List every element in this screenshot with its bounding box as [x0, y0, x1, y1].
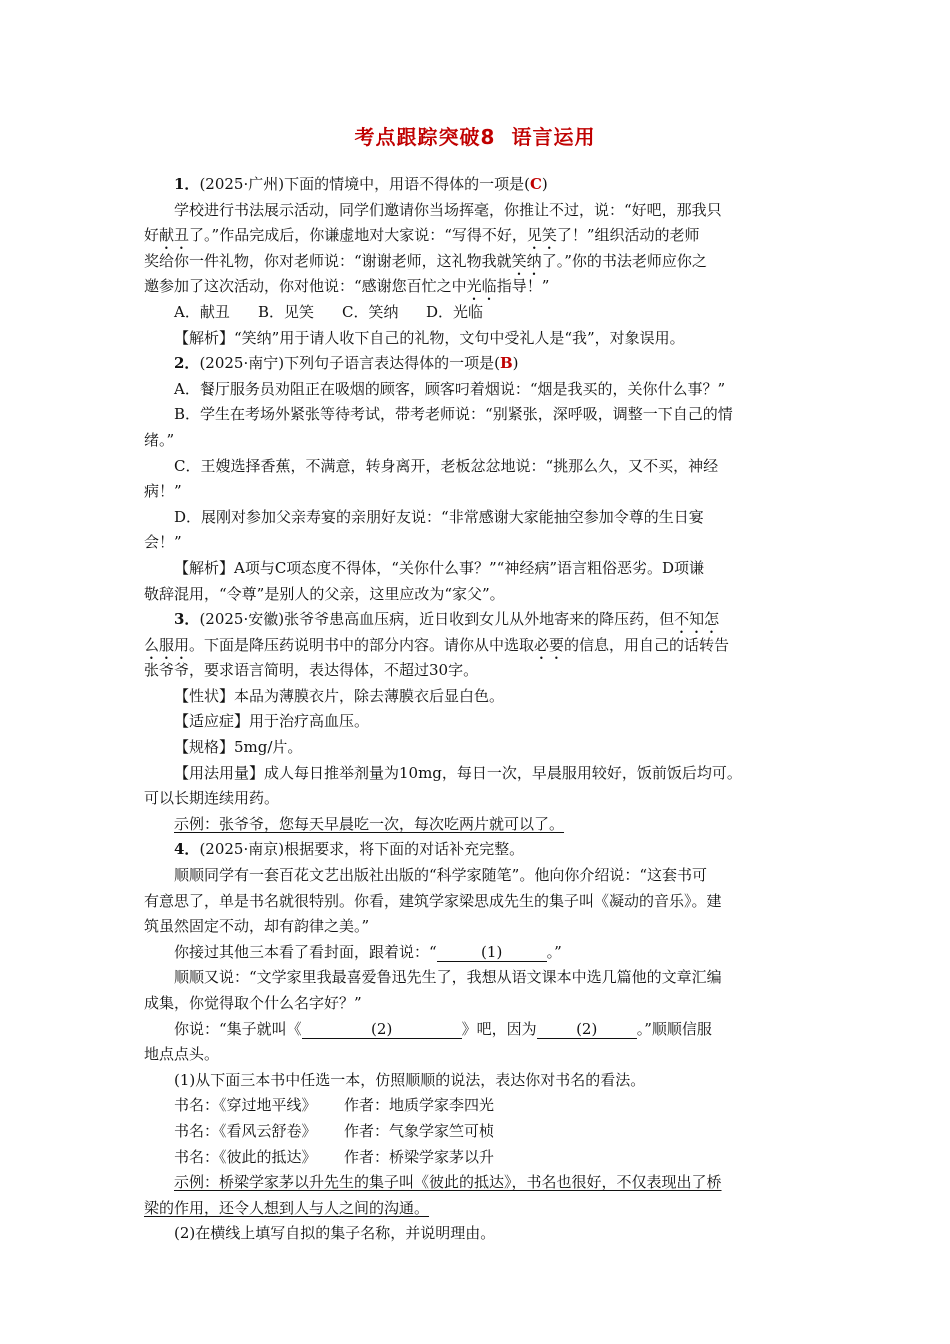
page-title	[0, 121, 950, 150]
q1-passage-line: 邀参加了这次活动，你对他说：“感谢您百忙之中光临指导！”	[144, 277, 550, 296]
q4-passage-line: 有意思了，单是书名就很特别。你看，建筑学家梁思成先生的集子叫《凝动的音乐》。建	[144, 891, 722, 910]
q2-option-c: C．王嫂选择香蕉，不满意，转身离开，老板忿忿地说：“挑那么久，又不买，神经	[174, 456, 719, 475]
q3-info-line: 【规格】5mg/片。	[174, 738, 303, 757]
q2-stem: 2．(2025·南宁)下列句子语言表达得体的一项是(B)	[174, 354, 519, 373]
q4-example: 示例：桥梁学家茅以升先生的集子叫《彼此的抵达》，书名也很好，不仅表现出了桥	[174, 1173, 722, 1192]
q2-option-b-cont: 绪。”	[144, 430, 175, 449]
q1-passage-line: 学校进行书法展示活动，同学们邀请你当场挥毫，你推让不过，说：“好吧，那我只	[174, 200, 722, 219]
q3-stem: 3．(2025·安徽)张爷爷患高血压病，近日收到女儿从外地寄来的降压药，但不知怎	[174, 610, 720, 629]
q1-answer: C	[529, 175, 542, 193]
q2-analysis-cont: 敬辞混用，“令尊”是别人的父亲，这里应改为“家父”。	[144, 584, 505, 603]
title-topic: 考点跟踪突破8	[354, 125, 496, 149]
option-d: D．光临	[426, 302, 484, 321]
q2-option-d-cont: 会！”	[144, 533, 182, 552]
q1-passage-line: 好献丑了。”作品完成后，你谦虚地对大家说：“写得不好，见笑了！”组织活动的老师	[144, 226, 700, 245]
book-entry: 书名：《看风云舒卷》 作者：气象学家竺可桢	[174, 1121, 495, 1140]
q3-info-line: 【用法用量】成人每日推举剂量为10mg，每日一次，早晨服用较好，饭前饭后均可。	[174, 763, 742, 782]
q4-passage-line: 你接过其他三本看了看封面，跟着说：“ (1) 。”	[174, 942, 562, 961]
q4-example-cont: 梁的作用，还令人想到人与人之间的沟通。	[144, 1198, 430, 1217]
q3-info-line: 【性状】本品为薄膜衣片，除去薄膜衣后显白色。	[174, 686, 505, 705]
q1-passage-line: 奖给你一件礼物，你对老师说：“谢谢老师，这礼物我就笑纳了。”你的书法老师应你之	[144, 251, 707, 270]
q4-passage-line: 筑虽然固定不动，却有韵律之美。”	[144, 917, 370, 936]
answer-blank-1: (1)	[437, 941, 547, 962]
q2-analysis: 【解析】A项与C项态度不得体，“关你什么事？”“神经病”语言粗俗恶劣。D项谦	[174, 558, 705, 577]
q1-analysis: 【解析】“笑纳”用于请人收下自己的礼物，文句中受礼人是“我”，对象误用。	[174, 328, 685, 347]
title-subject: 语言运用	[511, 125, 596, 149]
q4-passage-line: 顺顺同学有一套百花文艺出版社出版的“科学家随笔”。他向你介绍说：“这套书可	[174, 866, 708, 885]
option-a: A．献丑	[174, 302, 230, 321]
q3-info-line: 【适应症】用于治疗高血压。	[174, 712, 370, 731]
document-body	[144, 172, 808, 1247]
q4-subquestion-2: (2)在横线上填写自拟的集子名称，并说明理由。	[174, 1224, 496, 1243]
q2-option-b: B．学生在考场外紧张等待考试，带考老师说：“别紧张，深呼吸，调整一下自己的情	[174, 405, 733, 424]
answer-blank-2: (2)	[302, 1018, 462, 1039]
q3-stem-cont: 张爷爷，要求语言简明，表达得体，不超过30字。	[144, 661, 479, 680]
q3-example: 示例：张爷爷，您每天早晨吃一次，每次吃两片就可以了。	[174, 814, 565, 833]
q4-passage-line: 成集，你觉得取个什么名字好？”	[144, 994, 362, 1012]
q1-stem: 1．(2025·广州)下面的情境中，用语不得体的一项是(C)	[174, 175, 548, 193]
q2-option-a: A．餐厅服务员劝阻正在吸烟的顾客，顾客叼着烟说：“烟是我买的，关你什么事？”	[174, 379, 726, 398]
q1-options	[144, 300, 808, 326]
q4-passage-line: 顺顺又说：“文学家里我最喜爱鲁迅先生了，我想从语文课本中选几篇他的文章汇编	[174, 968, 722, 987]
q3-info-line: 可以长期连续用药。	[144, 789, 280, 808]
q3-stem-cont: 么服用。下面是降压药说明书中的部分内容。请你从中选取必要的信息，用自己的话转告	[144, 635, 730, 654]
q2-answer: B	[499, 354, 513, 373]
q4-stem: 4．(2025·南京)根据要求，将下面的对话补充完整。	[174, 840, 525, 859]
q4-passage-line: 地点点头。	[144, 1045, 220, 1064]
book-entry: 书名：《穿过地平线》 作者：地质学家李四光	[174, 1096, 495, 1115]
q4-passage-line: 你说：“集子就叫《 (2) 》吧，因为 (2) 。”顺顺信服	[174, 1019, 712, 1038]
q2-option-d: D．展刚对参加父亲寿宴的亲朋好友说：“非常感谢大家能抽空参加令尊的生日宴	[174, 507, 704, 526]
q2-option-c-cont: 病！”	[144, 482, 182, 501]
q4-subquestion-1: (1)从下面三本书中任选一本，仿照顺顺的说法，表达你对书名的看法。	[174, 1070, 646, 1089]
option-b: B．见笑	[258, 302, 315, 321]
answer-blank-3: (2)	[537, 1018, 637, 1039]
option-c: C．笑纳	[342, 302, 399, 321]
book-entry: 书名：《彼此的抵达》 作者：桥梁学家茅以升	[174, 1147, 495, 1166]
